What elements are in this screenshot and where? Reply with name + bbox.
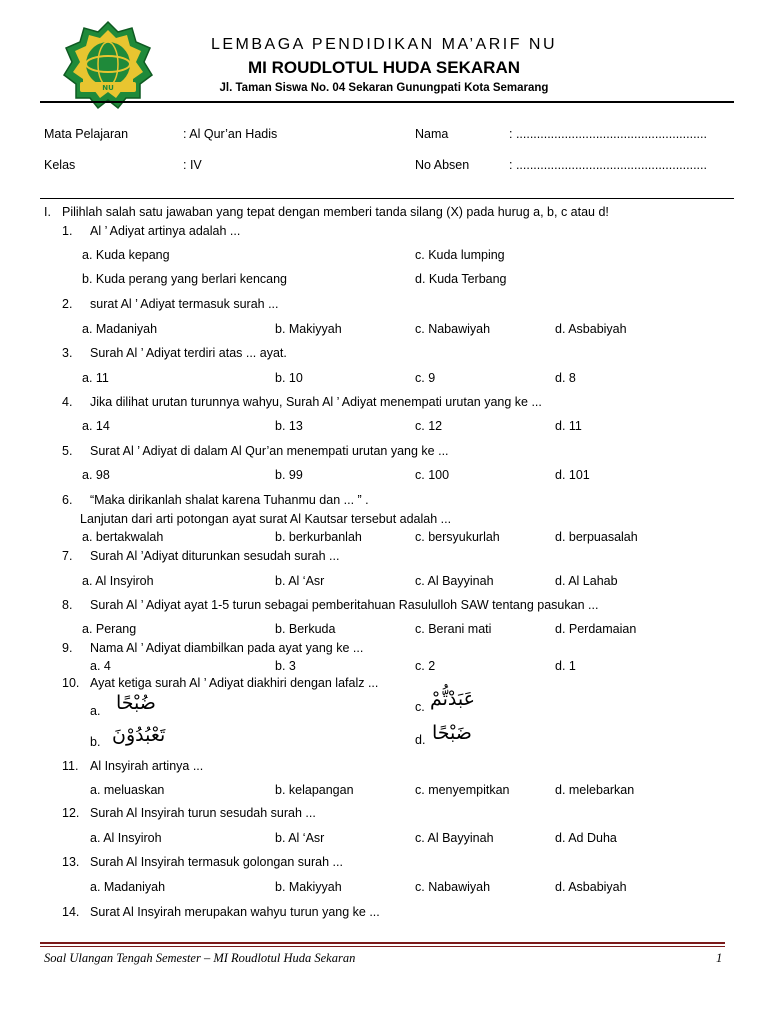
question-number: 7. xyxy=(62,549,73,563)
option[interactable]: a. Kuda kepang xyxy=(82,248,170,262)
option[interactable]: a. Madaniyah xyxy=(82,322,158,336)
option[interactable]: d. Kuda Terbang xyxy=(415,272,507,286)
question-number: 5. xyxy=(62,444,73,458)
page-number: 1 xyxy=(716,951,723,965)
option[interactable]: c. 12 xyxy=(415,419,443,433)
option-arabic[interactable]: ضَبْحًا xyxy=(432,722,472,744)
option[interactable]: d. Al Lahab xyxy=(555,574,618,588)
question-number: 1. xyxy=(62,224,73,238)
option[interactable]: b. Kuda perang yang berlari kencang xyxy=(82,272,288,286)
option[interactable]: d. berpuasalah xyxy=(555,530,638,544)
subject-label: Mata Pelajaran xyxy=(44,127,129,141)
option[interactable]: c. Al Bayyinah xyxy=(415,831,494,845)
option[interactable]: a. Madaniyah xyxy=(90,880,166,894)
option[interactable]: a. meluaskan xyxy=(90,783,165,797)
footer-rule-thin xyxy=(40,946,725,947)
option[interactable]: a. Perang xyxy=(82,622,137,636)
question-text: surat Al ’ Adiyat termasuk surah ... xyxy=(90,297,279,311)
school-address: Jl. Taman Siswa No. 04 Sekaran Gunungpati Kota Semarang xyxy=(219,82,549,94)
option[interactable]: d. 101 xyxy=(555,468,590,482)
option[interactable]: b. Berkuda xyxy=(275,622,336,636)
option[interactable]: b. 99 xyxy=(275,468,303,482)
option[interactable]: a. 11 xyxy=(82,371,109,385)
option[interactable]: d. xyxy=(415,733,426,747)
question-text: Jika dilihat urutan turunnya wahyu, Surah Al ’ Adiyat menempati urutan yang ke ... xyxy=(90,395,542,409)
question-text: Surah Al ’Adiyat diturunkan sesudah surah ... xyxy=(90,549,340,563)
option[interactable]: d. 1 xyxy=(555,659,576,673)
option[interactable]: d. Asbabiyah xyxy=(555,322,627,336)
option-arabic[interactable]: تَعْبُدُوْنَ xyxy=(112,724,166,746)
option[interactable]: b. Makiyyah xyxy=(275,322,342,336)
question-text-continued: Lanjutan dari arti potongan ayat surat Al Kautsar tersebut adalah ... xyxy=(80,512,452,526)
option[interactable]: c. Kuda lumping xyxy=(415,248,505,262)
question-text: Surah Al ’ Adiyat ayat 1-5 turun sebagai pemberitahuan Rasululloh SAW tentang pasukan ... xyxy=(90,598,599,612)
header-divider xyxy=(40,101,734,103)
option[interactable]: c. Berani mati xyxy=(415,622,492,636)
option[interactable]: c. 9 xyxy=(415,371,436,385)
number-label: No Absen xyxy=(415,158,470,172)
question-number: 13. xyxy=(62,855,80,869)
option-arabic[interactable]: عَبَدْتُّمْ xyxy=(430,688,475,710)
option[interactable]: b. 3 xyxy=(275,659,296,673)
question-number: 9. xyxy=(62,641,73,655)
option[interactable]: c. 2 xyxy=(415,659,436,673)
question-text: Al ’ Adiyat artinya adalah ... xyxy=(90,224,241,238)
option[interactable]: d. 8 xyxy=(555,371,576,385)
option[interactable]: a. 14 xyxy=(82,419,110,433)
option[interactable]: a. Al Insyiroh xyxy=(82,574,154,588)
option[interactable]: d. melebarkan xyxy=(555,783,635,797)
option[interactable]: b. kelapangan xyxy=(275,783,354,797)
name-label: Nama xyxy=(415,127,449,141)
class-value: : IV xyxy=(183,158,202,172)
option[interactable]: b. Al ‘Asr xyxy=(275,574,325,588)
question-text: Surah Al ’ Adiyat terdiri atas ... ayat. xyxy=(90,346,287,360)
option[interactable]: b. 10 xyxy=(275,371,303,385)
option[interactable]: b. xyxy=(90,735,101,749)
option[interactable]: d. Asbabiyah xyxy=(555,880,627,894)
option[interactable]: c. bersyukurlah xyxy=(415,530,500,544)
option[interactable]: a. Al Insyiroh xyxy=(90,831,162,845)
option[interactable]: c. Al Bayyinah xyxy=(415,574,494,588)
section-number: I. xyxy=(44,205,51,219)
question-number: 14. xyxy=(62,905,80,919)
option[interactable]: b. 13 xyxy=(275,419,303,433)
name-field[interactable]: : ....................................................... xyxy=(509,127,707,141)
footer-title: Soal Ulangan Tengah Semester – MI Roudlotul Huda Sekaran xyxy=(44,951,356,965)
option[interactable]: b. berkurbanlah xyxy=(275,530,362,544)
footer-rule xyxy=(40,942,725,944)
question-number: 11. xyxy=(62,759,79,773)
question-text: “Maka dirikanlah shalat karena Tuhanmu dan ... ” . xyxy=(90,493,369,507)
question-text: Nama Al ’ Adiyat diambilkan pada ayat yang ke ... xyxy=(90,641,364,655)
school-logo xyxy=(60,20,156,110)
option[interactable]: c. 100 xyxy=(415,468,450,482)
subject-value: : Al Qur’an Hadis xyxy=(183,127,278,141)
option[interactable]: a. xyxy=(90,704,101,718)
option[interactable]: c. Nabawiyah xyxy=(415,322,491,336)
number-field[interactable]: : ....................................................... xyxy=(509,158,707,172)
nu-logo-icon xyxy=(60,20,156,110)
option[interactable]: d. 11 xyxy=(555,419,582,433)
option[interactable]: b. Makiyyah xyxy=(275,880,342,894)
question-number: 10. xyxy=(62,676,80,690)
option[interactable]: a. 98 xyxy=(82,468,110,482)
question-number: 2. xyxy=(62,297,73,311)
question-number: 12. xyxy=(62,806,80,820)
option[interactable]: d. Perdamaian xyxy=(555,622,637,636)
section-instruction: Pilihlah salah satu jawaban yang tepat dengan memberi tanda silang (X) pada hurug a, b, c atau d! xyxy=(62,205,609,219)
question-text: Surat Al ’ Adiyat di dalam Al Qur’an menempati urutan yang ke ... xyxy=(90,444,449,458)
option[interactable]: d. Ad Duha xyxy=(555,831,617,845)
question-text: Surah Al Insyirah termasuk golongan surah ... xyxy=(90,855,343,869)
institution-title: LEMBAGA PENDIDIKAN MA’ARIF NU xyxy=(210,36,558,53)
option[interactable]: c. Nabawiyah xyxy=(415,880,491,894)
option[interactable]: a. 4 xyxy=(90,659,111,673)
option[interactable]: a. bertakwalah xyxy=(82,530,164,544)
question-text: Al Insyirah artinya ... xyxy=(90,759,204,773)
question-text: Surah Al Insyirah turun sesudah surah ... xyxy=(90,806,316,820)
logo-text: NU xyxy=(102,84,114,92)
option-arabic[interactable]: ضُبْحًا xyxy=(116,692,156,714)
question-number: 8. xyxy=(62,598,73,612)
question-text: Surat Al Insyirah merupakan wahyu turun yang ke ... xyxy=(90,905,380,919)
question-number: 3. xyxy=(62,346,73,360)
school-name: MI ROUDLOTUL HUDA SEKARAN xyxy=(248,58,520,77)
class-label: Kelas xyxy=(44,158,76,172)
question-number: 6. xyxy=(62,493,73,507)
option[interactable]: c. menyempitkan xyxy=(415,783,510,797)
option[interactable]: c. xyxy=(415,700,425,714)
question-number: 4. xyxy=(62,395,73,409)
option[interactable]: b. Al ‘Asr xyxy=(275,831,325,845)
info-divider xyxy=(40,198,734,199)
question-text: Ayat ketiga surah Al ’ Adiyat diakhiri dengan lafalz ... xyxy=(90,676,379,690)
